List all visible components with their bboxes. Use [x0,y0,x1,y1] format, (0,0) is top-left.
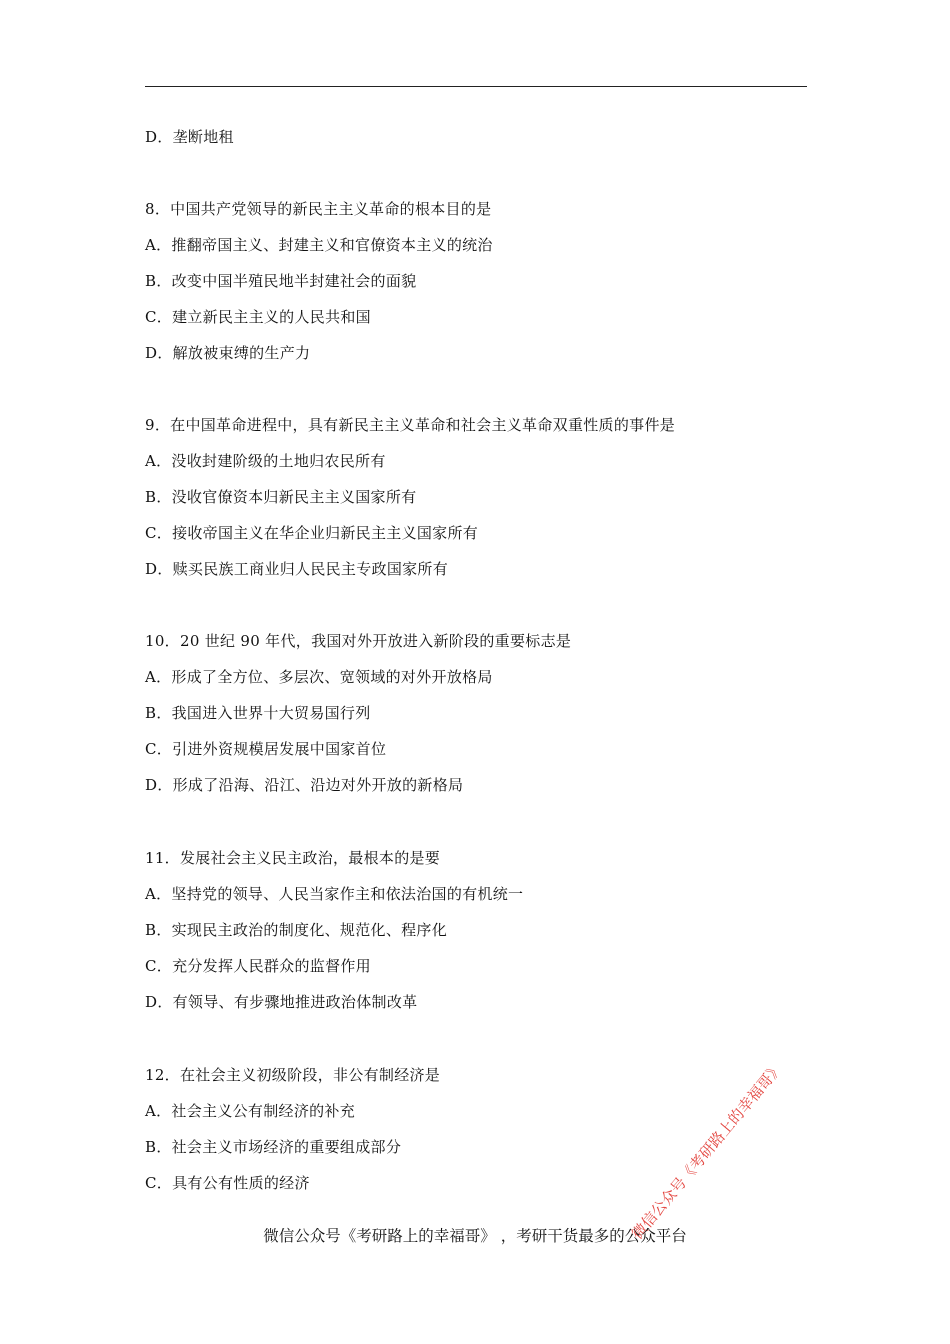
q11-option-d: D．有领导、有步骤地推进政治体制改革 [145,993,418,1011]
q9-option-c: C．接收帝国主义在华企业归新民主主义国家所有 [145,524,479,542]
q10-question: 10．20 世纪 90 年代，我国对外开放进入新阶段的重要标志是 [145,632,572,650]
q11-option-a: A．坚持党的领导、人民当家作主和依法治国的有机统一 [145,885,524,903]
q8-option-c: C．建立新民主主义的人民共和国 [145,308,371,326]
q12-option-c: C．具有公有性质的经济 [145,1174,310,1192]
q8-option-d: D．解放被束缚的生产力 [145,344,311,362]
q10-option-b: B．我国进入世界十大贸易国行列 [145,704,371,722]
page-footer: 微信公众号《考研路上的幸福哥》 ，考研干货最多的公众平台 [263,1227,687,1245]
q12-question: 12．在社会主义初级阶段，非公有制经济是 [145,1066,441,1084]
q11-option-b: B．实现民主政治的制度化、规范化、程序化 [145,921,448,939]
q8-option-b: B．改变中国半殖民地半封建社会的面貌 [145,272,417,290]
q9-question: 9．在中国革命进程中，具有新民主主义革命和社会主义革命双重性质的事件是 [145,416,676,434]
q10-option-c: C．引进外资规模居发展中国家首位 [145,740,387,758]
q11-question: 11．发展社会主义民主政治，最根本的是要 [145,849,441,867]
q12-option-a: A．社会主义公有制经济的补充 [145,1102,356,1120]
q9-option-d: D．赎买民族工商业归人民民主专政国家所有 [145,560,449,578]
q8-option-a: A．推翻帝国主义、封建主义和官僚资本主义的统治 [145,236,493,254]
q10-option-d: D．形成了沿海、沿江、沿边对外开放的新格局 [145,776,464,794]
q11-option-c: C．充分发挥人民群众的监督作用 [145,957,371,975]
q12-option-b: B．社会主义市场经济的重要组成部分 [145,1138,402,1156]
q8-question: 8．中国共产党领导的新民主主义革命的根本目的是 [145,200,492,218]
watermark-stamp: 微信公众号《考研路上的幸福哥》 [628,1058,787,1243]
q10-option-a: A．形成了全方位、多层次、宽领域的对外开放格局 [145,668,493,686]
header-rule [145,86,807,87]
q9-option-a: A．没收封建阶级的土地归农民所有 [145,452,386,470]
q7-option-d: D．垄断地租 [145,128,234,146]
q9-option-b: B．没收官僚资本归新民主主义国家所有 [145,488,417,506]
